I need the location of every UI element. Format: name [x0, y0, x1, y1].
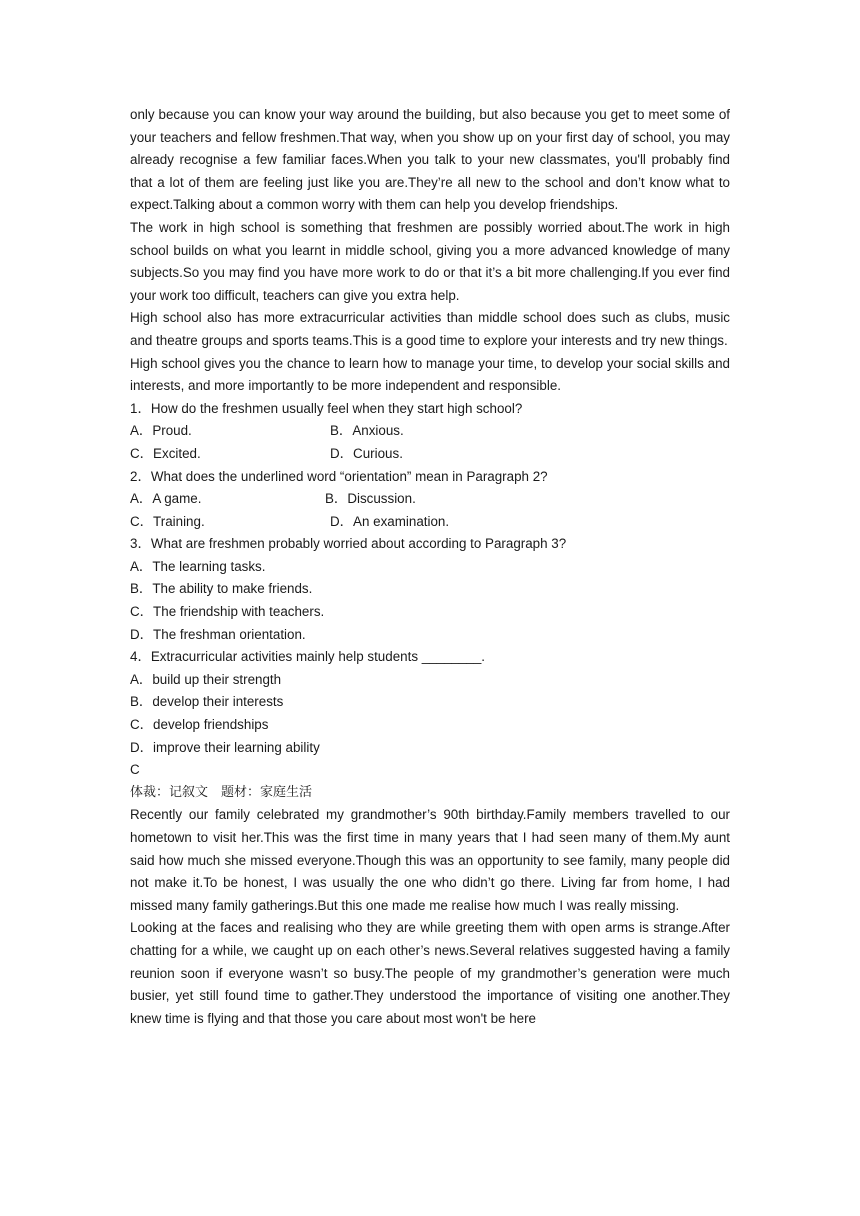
question-1-options-row-1 [130, 420, 730, 443]
question-4-option-d: D．improve their learning ability [130, 739, 320, 755]
question-3-stem: 3．What are freshmen probably worried about according to Paragraph 3? [130, 536, 567, 552]
question-2-option-a: A．A game. [130, 491, 202, 507]
question-1-option-d: D．Curious. [330, 445, 403, 461]
question-2-option-b: B．Discussion. [325, 491, 416, 507]
question-1-option-c: C．Excited. [130, 445, 201, 461]
question-4-option-c: C．develop friendships [130, 717, 269, 733]
question-1-option-b: B．Anxious. [330, 423, 404, 439]
question-1-option-a: A．Proud. [130, 423, 192, 439]
question-1-stem: 1．How do the freshmen usually feel when they start high school? [130, 400, 523, 416]
question-2-stem: 2．What does the underlined word “orientation” mean in Paragraph 2? [130, 468, 548, 484]
question-4-option-a: A．build up their strength [130, 671, 282, 687]
question-1-options-row-2 [130, 443, 730, 466]
passage-b-paragraph-3: High school also has more extracurricular activities than middle school does such as clubs, music and theatre groups and sports teams.This is a good time to explore your interests and try new things. [130, 310, 730, 348]
passage-c-paragraph-1: Recently our family celebrated my grandmother’s 90th birthday.Family members travelled to our hometown to visit her.This was the first time in many years that I had seen many of them.My aunt said how much she missed everyone.Though this was an opportunity to see family, many people did not make it.To be honest, I was usually the one who didn’t go there. Living far from home, I had missed many family gatherings.But this one made me realise how much I was really missing. [130, 807, 730, 913]
passage-b-paragraph-1: only because you can know your way around the building, but also because you get to meet some of your teachers and fellow freshmen.That way, when you show up on your first day of school, you may already recognise a few familiar faces.When you talk to your new classmates, you'll probably find that a lot of them are feeling just like you are.They’re all new to the school and don’t know what to expect.Talking about a common worry with them can help you develop friendships. [130, 107, 730, 213]
question-4-stem: 4．Extracurricular activities mainly help students ________. [130, 649, 486, 665]
passage-b-paragraph-4: High school gives you the chance to learn how to manage your time, to develop your social skills and interests, and more importantly to be more independent and responsible. [130, 355, 730, 394]
question-2-options-row-2 [130, 511, 730, 534]
passage-c-genre-line: 体裁：记叙文 题材：家庭生活 [130, 784, 313, 800]
question-4-option-b: B．develop their interests [130, 694, 284, 710]
question-3-option-b: B．The ability to make friends. [130, 581, 313, 597]
question-2-options-row-1 [130, 488, 730, 511]
question-3-option-d: D．The freshman orientation. [130, 626, 306, 642]
question-3-option-c: C．The friendship with teachers. [130, 604, 325, 620]
question-3-option-a: A．The learning tasks. [130, 558, 266, 574]
document-page [130, 104, 730, 1030]
question-2-option-c: C．Training. [130, 513, 205, 529]
question-2-option-d: D．An examination. [330, 513, 450, 529]
passage-b-paragraph-2: The work in high school is something that freshmen are possibly worried about.The work in high school builds on what you learnt in middle school, giving you a more advanced knowledge of many subjects.So you may find you have more work to do or that it’s a bit more challenging.If you ever find your work too difficult, teachers can give you extra help. [130, 219, 730, 303]
passage-c-label: C [130, 762, 140, 778]
passage-c-paragraph-2: Looking at the faces and realising who they are while greeting them with open arms is strange.After chatting for a while, we caught up on each other’s news.Several relatives suggested having a family reunion soon if everyone wasn’t so busy.The people of my grandmother’s generation were much busier, yet still found time to gather.They understood the importance of visiting one another.They knew time is flying and that those you care about most won't be here [130, 920, 730, 1026]
